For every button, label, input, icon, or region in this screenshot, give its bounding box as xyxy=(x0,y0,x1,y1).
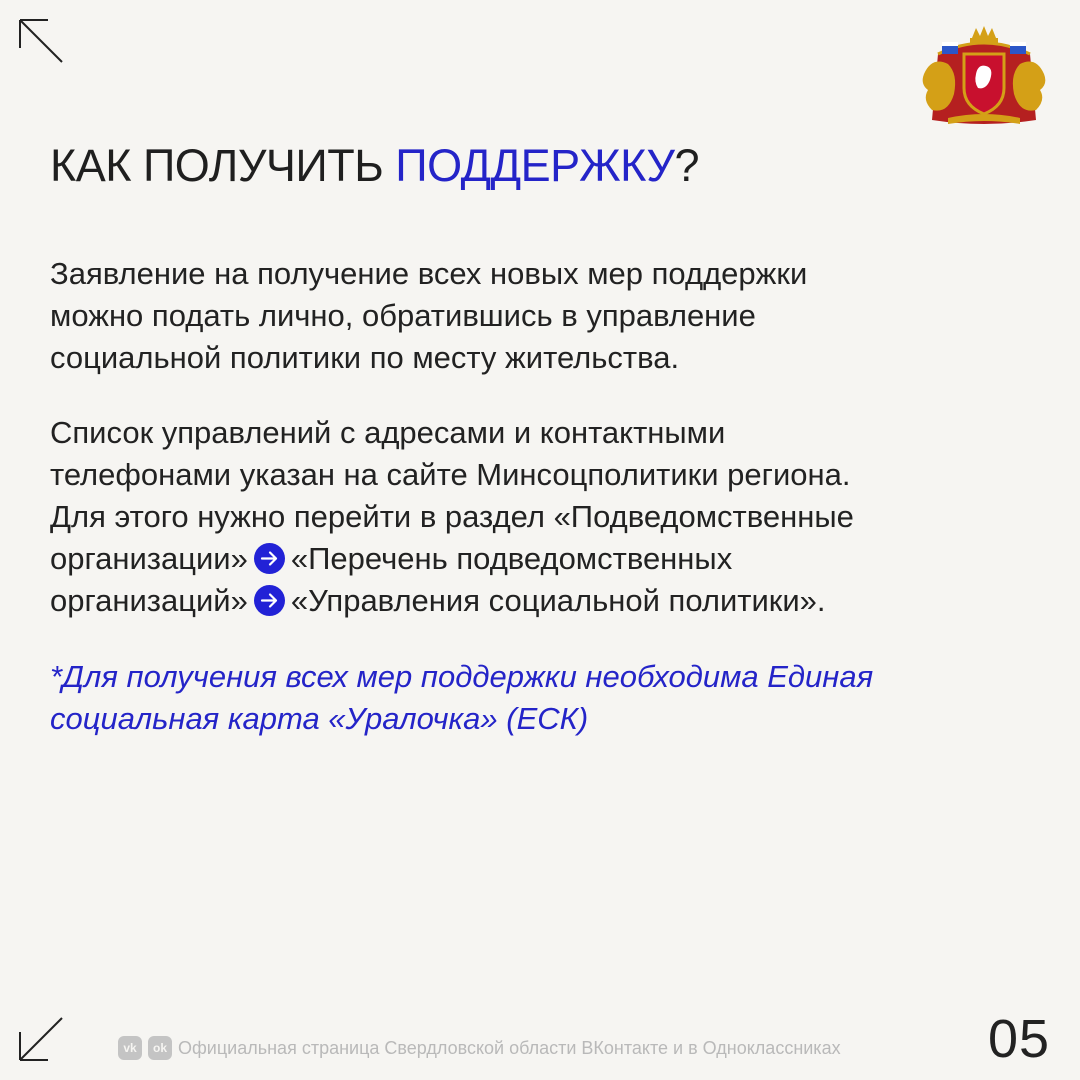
arrow-right-circle-icon xyxy=(254,543,285,574)
sverdlovsk-coat-of-arms-emblem xyxy=(918,24,1050,128)
corner-arrow-bottom-left-icon xyxy=(18,1016,64,1062)
paragraph-line: социальной политики по месту жительства. xyxy=(50,340,680,375)
note-line: *Для получения всех мер поддержки необходима Единая xyxy=(50,659,874,694)
title-part2: ? xyxy=(674,140,699,191)
application-paragraph xyxy=(50,253,1040,379)
paragraph-line: Заявление на получение всех новых мер поддержки xyxy=(50,256,808,291)
title-part1: КАК ПОЛУЧИТЬ xyxy=(50,140,396,191)
paragraph-line: телефонами указан на сайте Минсоцполитики региона. xyxy=(50,457,851,492)
breadcrumb-step-list: «Перечень подведомственных xyxy=(290,541,733,576)
paragraph-line: Для этого нужно перейти в раздел «Подведомственные xyxy=(50,499,854,534)
directory-paragraph xyxy=(50,412,1040,622)
breadcrumb-step-organizations-2: организаций» xyxy=(50,583,248,618)
footer-social-caption xyxy=(118,1036,841,1060)
paragraph-line: Список управлений с адресами и контактными xyxy=(50,415,726,450)
title-accent: ПОДДЕРЖКУ xyxy=(395,140,675,191)
page-title xyxy=(50,140,699,192)
vk-icon: vk xyxy=(118,1036,142,1060)
note-line: социальная карта «Уралочка» (ЕСК) xyxy=(50,701,589,736)
footnote-esk-card xyxy=(50,656,1040,740)
breadcrumb-step-departments: «Управления социальной политики». xyxy=(290,583,826,618)
footer-text: Официальная страница Свердловской области ВКонтакте и в Одноклассниках xyxy=(178,1037,841,1058)
arrow-right-circle-icon xyxy=(254,585,285,616)
paragraph-line xyxy=(50,580,1040,622)
paragraph-line xyxy=(50,538,1040,580)
page-number: 05 xyxy=(988,1009,1051,1069)
paragraph-line: можно подать лично, обратившись в управление xyxy=(50,298,756,333)
breadcrumb-step-organizations: организации» xyxy=(50,541,248,576)
odnoklassniki-icon: ok xyxy=(148,1036,172,1060)
corner-arrow-top-left-icon xyxy=(18,18,64,64)
